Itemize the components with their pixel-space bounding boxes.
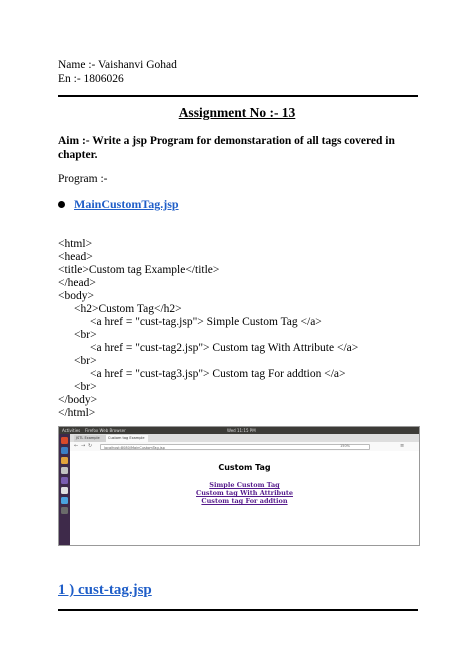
code-line: <a href = "cust-tag.jsp"> Simple Custom Tag </a>: [90, 316, 322, 328]
code-line: <a href = "cust-tag3.jsp"> Custom tag For addtion </a>: [90, 368, 346, 380]
back-icon[interactable]: ←: [74, 443, 79, 449]
header-rule: [58, 95, 418, 97]
url-bar[interactable]: localhost:8080/MainCustomTag.jsp: [100, 444, 370, 450]
section-heading: 1 ) cust-tag.jsp: [58, 582, 152, 598]
topbar-clock: Wed 11:15 PM: [227, 428, 256, 433]
desktop-topbar: [59, 427, 419, 434]
assignment-title: Assignment No :- 13: [178, 105, 296, 120]
code-line: </head>: [58, 277, 96, 289]
topbar-activities: Activities: [62, 428, 81, 433]
enrollment-number: En :- 1806026: [58, 73, 124, 85]
footer-rule: [58, 609, 418, 611]
shield-icon: [61, 497, 68, 504]
launcher-dock: [59, 434, 70, 545]
program-label: Program :-: [58, 173, 108, 185]
code-line: </html>: [58, 407, 96, 419]
tab-custom-tag-example[interactable]: Custom tag Example: [106, 435, 148, 442]
document-icon: [61, 487, 68, 494]
firefox-icon: [61, 437, 68, 444]
reload-icon[interactable]: ↻: [88, 443, 93, 449]
simple-custom-tag-link[interactable]: Simple Custom Tag: [209, 481, 280, 489]
code-line: <html>: [58, 238, 93, 250]
zoom-level[interactable]: 150%: [340, 444, 351, 448]
topbar-app-name: Firefox Web Browser: [85, 428, 126, 433]
settings-icon: [61, 467, 68, 474]
code-line: <h2>Custom Tag</h2>: [74, 303, 182, 315]
page-heading: Custom Tag: [218, 463, 271, 472]
code-line: <br>: [74, 355, 97, 367]
code-line: </body>: [58, 394, 98, 406]
file-link[interactable]: MainCustomTag.jsp: [74, 197, 179, 211]
browser-content: [70, 451, 419, 545]
browser-tabbar: [70, 434, 419, 442]
forward-icon[interactable]: →: [81, 443, 86, 449]
tab-jstl-example[interactable]: JSTL Example: [74, 435, 106, 442]
aim-text: Aim :- Write a jsp Program for demonstaration of all tags covered in chapter.: [58, 135, 395, 161]
text-editor-icon: [61, 457, 68, 464]
code-line: <title>Custom tag Example</title>: [58, 264, 220, 276]
code-line: <a href = "cust-tag2.jsp"> Custom tag With Attribute </a>: [90, 342, 359, 354]
files-icon: [61, 447, 68, 454]
custom-tag-attribute-link[interactable]: Custom tag With Attribute: [196, 489, 293, 497]
app-icon: [61, 477, 68, 484]
terminal-icon: [61, 507, 68, 514]
student-name: Name :- Vaishanvi Gohad: [58, 59, 177, 71]
browser-screenshot: [58, 426, 420, 546]
code-line: <body>: [58, 290, 94, 302]
code-line: <head>: [58, 251, 93, 263]
bullet-icon: [58, 201, 65, 208]
code-line: <br>: [74, 381, 97, 393]
code-line: <br>: [74, 329, 97, 341]
custom-tag-addition-link[interactable]: Custom tag For addtion: [201, 497, 288, 505]
menu-icon[interactable]: ≡: [400, 443, 405, 449]
